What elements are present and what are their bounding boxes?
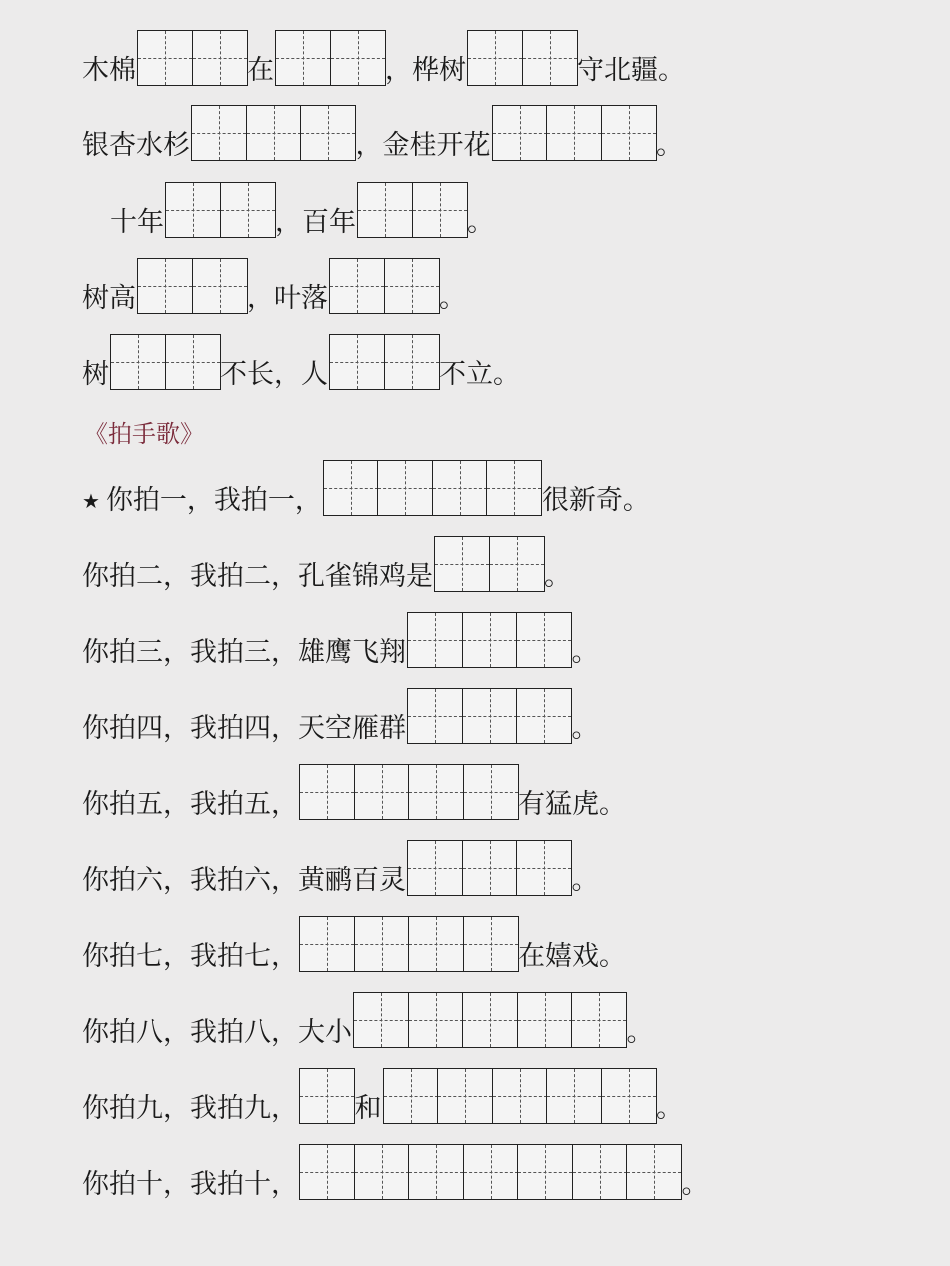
clap-row xyxy=(82,612,599,668)
clap-row xyxy=(82,764,626,820)
idiom-text: 守北疆。 xyxy=(577,55,685,86)
answer-cell[interactable] xyxy=(383,1068,439,1124)
answer-cell[interactable] xyxy=(299,1144,355,1200)
idiom-row xyxy=(82,334,520,390)
idiom-text: 在 xyxy=(247,55,274,86)
answer-cell[interactable] xyxy=(246,105,302,161)
answer-cell[interactable] xyxy=(354,916,410,972)
idiom-text: 不长，人 xyxy=(220,359,328,390)
answer-cell[interactable] xyxy=(463,1144,519,1200)
clap-text: 。 xyxy=(544,561,571,592)
answer-cell[interactable] xyxy=(377,460,433,516)
answer-cell[interactable] xyxy=(489,536,545,592)
answer-cell[interactable] xyxy=(408,1144,464,1200)
idiom-text: ，桦树 xyxy=(385,55,466,86)
answer-cell[interactable] xyxy=(462,612,518,668)
idiom-text: ，金桂开花 xyxy=(355,130,491,161)
clap-row xyxy=(82,1144,709,1200)
answer-cell[interactable] xyxy=(323,460,379,516)
clap-row xyxy=(82,460,650,516)
clap-row xyxy=(82,916,626,972)
idiom-text: 十年 xyxy=(110,207,164,238)
answer-cell[interactable] xyxy=(462,992,518,1048)
answer-cell[interactable] xyxy=(572,1144,628,1200)
answer-cell[interactable] xyxy=(546,1068,602,1124)
answer-grid xyxy=(165,182,274,238)
answer-grid xyxy=(299,1144,681,1200)
clap-text: 你拍三，我拍三，雄鹰飞翔 xyxy=(82,637,406,668)
answer-cell[interactable] xyxy=(462,688,518,744)
answer-cell[interactable] xyxy=(407,840,463,896)
idiom-row xyxy=(110,182,494,238)
answer-cell[interactable] xyxy=(384,334,440,390)
clap-text: 在嬉戏。 xyxy=(518,941,626,972)
clap-row xyxy=(82,536,571,592)
answer-cell[interactable] xyxy=(492,1068,548,1124)
answer-cell[interactable] xyxy=(462,840,518,896)
clap-text: 你拍十，我拍十， xyxy=(82,1169,298,1200)
answer-cell[interactable] xyxy=(299,764,355,820)
answer-cell[interactable] xyxy=(467,30,523,86)
answer-grid xyxy=(492,105,656,161)
answer-cell[interactable] xyxy=(192,30,248,86)
answer-cell[interactable] xyxy=(517,1144,573,1200)
answer-cell[interactable] xyxy=(408,764,464,820)
clap-text: 你拍五，我拍五， xyxy=(82,789,298,820)
clap-text: 你拍七，我拍七， xyxy=(82,941,298,972)
answer-cell[interactable] xyxy=(300,105,356,161)
answer-grid xyxy=(191,105,355,161)
song-title: 《拍手歌》 xyxy=(84,420,204,448)
answer-grid xyxy=(407,612,571,668)
clap-text: 你拍四，我拍四，天空雁群 xyxy=(82,713,406,744)
clap-row xyxy=(82,688,599,744)
answer-cell[interactable] xyxy=(137,30,193,86)
answer-cell[interactable] xyxy=(329,334,385,390)
answer-grid xyxy=(357,182,466,238)
answer-cell[interactable] xyxy=(191,105,247,161)
answer-cell[interactable] xyxy=(137,258,193,314)
answer-grid xyxy=(137,30,246,86)
idiom-text: 。 xyxy=(439,283,466,314)
answer-cell[interactable] xyxy=(601,1068,657,1124)
idiom-row xyxy=(82,30,685,86)
clap-row xyxy=(82,840,599,896)
answer-cell[interactable] xyxy=(516,688,572,744)
answer-grid xyxy=(329,334,438,390)
answer-cell[interactable] xyxy=(463,916,519,972)
clap-row xyxy=(82,1068,683,1124)
idiom-row xyxy=(82,258,466,314)
answer-grid xyxy=(299,1068,354,1124)
star-icon: ★ xyxy=(82,489,100,513)
answer-cell[interactable] xyxy=(492,105,548,161)
answer-grid xyxy=(383,1068,656,1124)
answer-cell[interactable] xyxy=(192,258,248,314)
answer-grid xyxy=(434,536,543,592)
answer-grid xyxy=(353,992,626,1048)
idiom-text: 不立。 xyxy=(439,359,520,390)
answer-cell[interactable] xyxy=(626,1144,682,1200)
answer-cell[interactable] xyxy=(384,258,440,314)
clap-text: 你拍二，我拍二，孔雀锦鸡是 xyxy=(82,561,433,592)
answer-cell[interactable] xyxy=(437,1068,493,1124)
idiom-text: 木棉 xyxy=(82,55,136,86)
answer-grid xyxy=(467,30,576,86)
answer-cell[interactable] xyxy=(354,764,410,820)
answer-grid xyxy=(275,30,384,86)
idiom-text: 银杏水杉 xyxy=(82,130,190,161)
answer-grid xyxy=(407,688,571,744)
clap-row xyxy=(82,992,654,1048)
clap-text: 。 xyxy=(571,865,599,896)
idiom-text: ，百年 xyxy=(275,207,356,238)
answer-cell[interactable] xyxy=(516,612,572,668)
answer-cell[interactable] xyxy=(432,460,488,516)
answer-grid xyxy=(110,334,219,390)
answer-cell[interactable] xyxy=(407,688,463,744)
idiom-text: 。 xyxy=(656,130,683,161)
answer-cell[interactable] xyxy=(299,1068,355,1124)
answer-cell[interactable] xyxy=(516,840,572,896)
clap-text: 你拍一，我拍一， xyxy=(105,485,322,516)
clap-text: 。 xyxy=(681,1169,709,1200)
clap-text: 和 xyxy=(354,1093,382,1124)
answer-cell[interactable] xyxy=(434,536,490,592)
answer-grid xyxy=(299,916,517,972)
clap-text: 你拍六，我拍六，黄鹂百灵 xyxy=(82,865,406,896)
answer-cell[interactable] xyxy=(299,916,355,972)
idiom-row xyxy=(82,105,683,161)
answer-cell[interactable] xyxy=(601,105,657,161)
clap-text: 你拍九，我拍九， xyxy=(82,1093,298,1124)
answer-grid xyxy=(407,840,571,896)
clap-text: 。 xyxy=(571,637,599,668)
answer-cell[interactable] xyxy=(110,334,166,390)
idiom-text: 。 xyxy=(467,207,494,238)
answer-grid xyxy=(329,258,438,314)
answer-cell[interactable] xyxy=(517,992,573,1048)
answer-cell[interactable] xyxy=(546,105,602,161)
answer-cell[interactable] xyxy=(275,30,331,86)
clap-text: 你拍八，我拍八，大小 xyxy=(82,1017,352,1048)
answer-cell[interactable] xyxy=(407,612,463,668)
clap-text: 有猛虎。 xyxy=(518,789,626,820)
idiom-text: 树 xyxy=(82,359,109,390)
answer-cell[interactable] xyxy=(408,916,464,972)
answer-cell[interactable] xyxy=(357,182,413,238)
answer-grid xyxy=(323,460,541,516)
answer-cell[interactable] xyxy=(165,182,221,238)
clap-text: 。 xyxy=(626,1017,654,1048)
answer-cell[interactable] xyxy=(220,182,276,238)
answer-cell[interactable] xyxy=(463,764,519,820)
answer-cell[interactable] xyxy=(165,334,221,390)
answer-grid xyxy=(299,764,517,820)
answer-cell[interactable] xyxy=(571,992,627,1048)
answer-cell[interactable] xyxy=(354,1144,410,1200)
idiom-text: ，叶落 xyxy=(247,283,328,314)
answer-cell[interactable] xyxy=(412,182,468,238)
clap-text: 。 xyxy=(656,1093,683,1124)
answer-cell[interactable] xyxy=(522,30,578,86)
answer-cell[interactable] xyxy=(408,992,464,1048)
idiom-text: 树高 xyxy=(82,283,136,314)
answer-cell[interactable] xyxy=(486,460,542,516)
answer-cell[interactable] xyxy=(353,992,409,1048)
answer-grid xyxy=(137,258,246,314)
clap-text: 很新奇。 xyxy=(541,485,650,516)
clap-text: 。 xyxy=(571,713,599,744)
answer-cell[interactable] xyxy=(330,30,386,86)
answer-cell[interactable] xyxy=(329,258,385,314)
